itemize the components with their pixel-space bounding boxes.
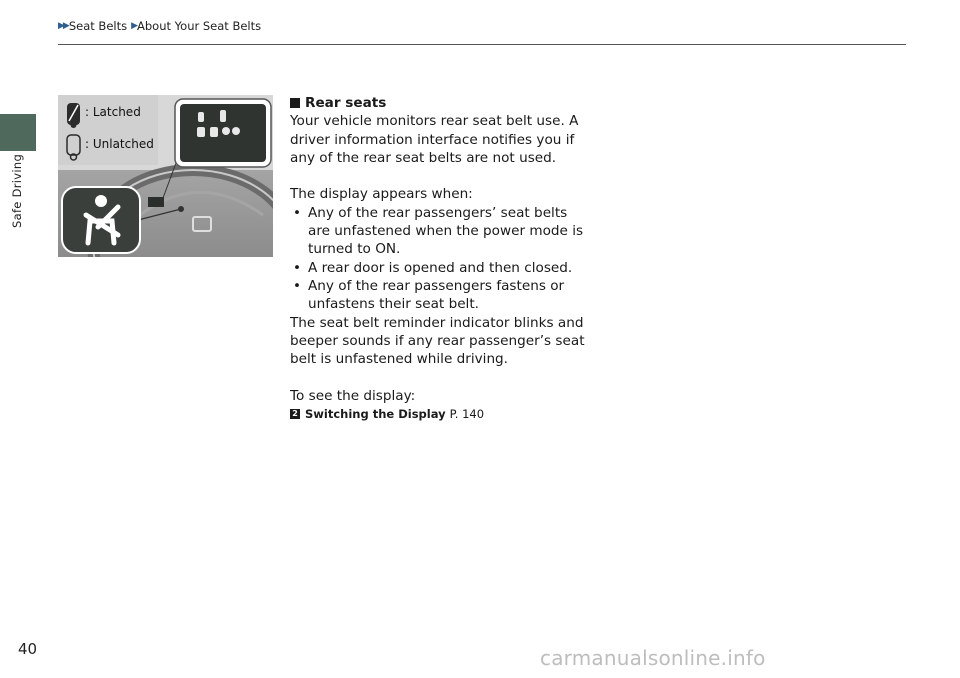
- seat-belt-display-illustration: [58, 95, 273, 257]
- latched-belt-icon: [67, 103, 80, 128]
- page-number: 40: [18, 640, 38, 658]
- latched-label: : Latched: [85, 105, 141, 119]
- bullet-dot-icon: •: [293, 204, 302, 221]
- reference-arrow-icon: 2: [290, 409, 300, 419]
- bullet-text: Any of the rear passengers’ seat belts are unfastened when the power mode is turned to ON.: [308, 204, 584, 258]
- section-heading: [290, 94, 590, 112]
- reference-title[interactable]: Switching the Display: [305, 407, 446, 422]
- breadcrumb-arrow-icon: ▶▶: [58, 21, 68, 31]
- intro-paragraph: Your vehicle monitors rear seat belt use. A driver information interface notifies you if any of the rear seat belts are not used.: [290, 113, 579, 166]
- bullet-text: A rear door is opened and then closed.: [308, 259, 573, 276]
- section-heading-text: Rear seats: [305, 95, 387, 111]
- watermark: carmanualsonline.info: [540, 646, 766, 670]
- list-item: [290, 259, 590, 277]
- rear-seats-section: [290, 94, 590, 423]
- bullet-dot-icon: •: [293, 259, 302, 276]
- bullet-text: Any of the rear passengers fastens or unfastens their seat belt.: [308, 277, 565, 313]
- reference-page[interactable]: P. 140: [449, 407, 485, 422]
- dashboard-illustration: [58, 95, 273, 257]
- heading-square-icon: [290, 98, 300, 108]
- bullet-dot-icon: •: [293, 277, 302, 294]
- breadcrumb: [58, 19, 265, 33]
- list-item: [290, 204, 590, 259]
- chapter-label: Safe Driving: [10, 153, 24, 228]
- see-display-text: To see the display:: [290, 387, 416, 404]
- breadcrumb-arrow-icon: ▶: [131, 21, 137, 31]
- list-item: [290, 277, 590, 314]
- display-intro: The display appears when:: [290, 186, 473, 203]
- breadcrumb-item-seat-belts[interactable]: Seat Belts: [68, 19, 128, 33]
- reminder-paragraph: The seat belt reminder indicator blinks and beeper sounds if any rear passenger’s seat belt is unfastened while driving.: [290, 314, 585, 368]
- unlatched-label: : Unlatched: [85, 137, 154, 151]
- header-divider: [58, 44, 906, 45]
- breadcrumb-item-about-seat-belts[interactable]: About Your Seat Belts: [137, 19, 262, 33]
- chapter-tab-marker[interactable]: [0, 114, 36, 151]
- cross-reference-link[interactable]: [290, 405, 590, 423]
